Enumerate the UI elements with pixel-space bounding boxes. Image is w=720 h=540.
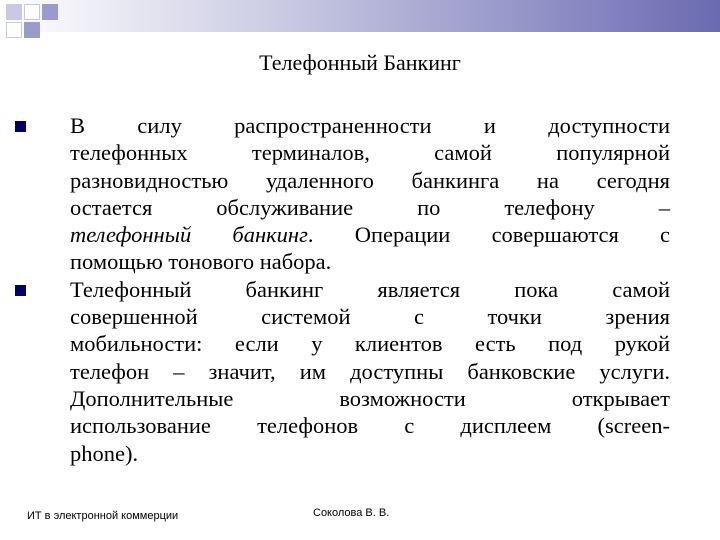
emphasis-text: телефонный банкинг xyxy=(70,222,308,248)
bullet-item xyxy=(70,112,670,276)
header-decoration xyxy=(0,0,720,40)
slide-title: Телефонный Банкинг xyxy=(259,50,461,75)
text-line xyxy=(70,221,670,248)
text-line: Дополнительные возможности открывает xyxy=(70,385,670,411)
square-bullet-icon xyxy=(15,121,26,132)
bullet-item xyxy=(70,276,670,467)
text-line: остается обслуживание по телефону – xyxy=(70,194,670,220)
text-line: использование телефонов с дисплеем (screen- xyxy=(70,413,670,439)
text-line: телефонных терминалов, самой популярной xyxy=(70,140,670,166)
decor-square xyxy=(6,4,22,20)
square-bullet-icon xyxy=(15,285,26,296)
text-line: помощью тонового набора. xyxy=(70,249,332,275)
text-line: В силу распространенности и доступности xyxy=(70,113,670,138)
text-line: совершенной системой с точки зрения xyxy=(70,304,670,330)
footer-author: Соколова В. В. xyxy=(313,507,390,519)
decor-square xyxy=(24,22,40,38)
decor-square xyxy=(24,4,40,20)
text-line: разновидностью удаленного банкинга на сегодня xyxy=(70,167,670,193)
text-line: мобильности: если у клиентов есть под рукой xyxy=(70,331,670,357)
slide-content xyxy=(70,112,670,467)
text-line: телефон – значит, им доступны банковские услуги. xyxy=(70,358,670,384)
gradient-bar xyxy=(0,0,720,32)
decor-square xyxy=(42,4,58,20)
text-span: . Операции совершаются с xyxy=(307,222,670,248)
decor-square xyxy=(6,22,22,38)
text-line: Телефонный банкинг является пока самой xyxy=(70,276,670,302)
footer-course-name: ИТ в электронной коммерции xyxy=(27,510,179,522)
text-line: phone). xyxy=(70,440,139,466)
